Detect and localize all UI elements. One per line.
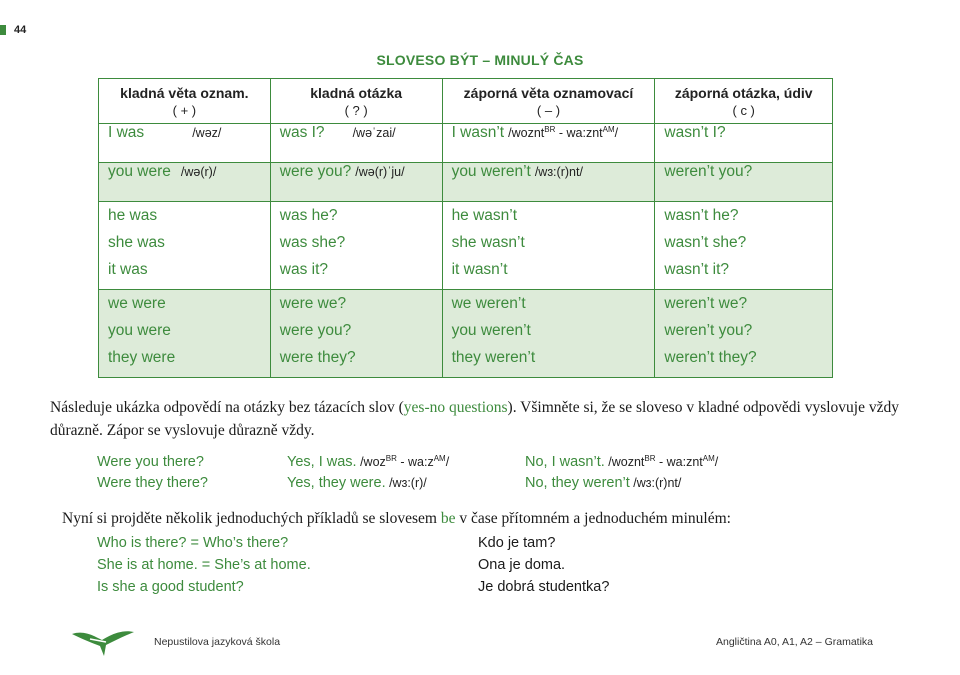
table-cell <box>270 202 442 290</box>
form-text: I wasn’t <box>451 124 505 141</box>
table-cell <box>655 202 833 290</box>
header-symbol: ( – ) <box>536 103 561 118</box>
form-text: they weren’t <box>451 349 536 366</box>
form-text: were you? <box>279 163 352 180</box>
table-row <box>99 202 833 290</box>
table-cell <box>442 163 655 202</box>
english-sentence: She is at home. = She’s at home. <box>97 557 311 573</box>
english-sentence: Who is there? = Who’s there? <box>97 535 289 551</box>
czech-translation: Kdo je tam? <box>478 535 556 551</box>
form-text: you weren’t <box>451 163 531 180</box>
header-negative <box>442 79 655 124</box>
table-header-row <box>99 79 833 124</box>
form-text: was he? <box>279 207 338 224</box>
form-text: weren’t you? <box>664 163 753 180</box>
form-text: it wasn’t <box>451 261 508 278</box>
form-text: I was <box>108 124 145 141</box>
example-yes-answer: Yes, they were. /wɜ:(r)/ <box>287 475 427 491</box>
form-text: she wasn’t <box>451 234 525 251</box>
table-cell <box>270 124 442 163</box>
pronunciation: /wɜ:(r)nt/ <box>534 165 583 179</box>
form-text: you were <box>108 163 171 180</box>
header-label: kladná věta oznam. <box>120 85 249 101</box>
form-text: was she? <box>279 234 346 251</box>
form-text: it was <box>108 261 148 278</box>
example-question: Were you there? <box>97 454 204 470</box>
table-cell <box>655 124 833 163</box>
explanation-paragraph: Následuje ukázka odpovědí na otázky bez tázacích slov (yes-no questions). Všimněte si, že se sloveso v kladné odpovědi vyslovuje vždy důrazně. Zápor se vyslovuje důrazně vždy. <box>50 399 899 439</box>
table-cell <box>99 124 271 163</box>
example-question: Were they there? <box>97 475 208 491</box>
table-cell <box>655 290 833 378</box>
form-text: she was <box>108 234 165 251</box>
form-text: weren’t you? <box>664 322 753 339</box>
form-text: wasn’t she? <box>664 234 747 251</box>
table-cell <box>99 202 271 290</box>
form-text: weren’t we? <box>664 295 748 312</box>
table-cell <box>442 202 655 290</box>
header-negative-question <box>655 79 833 124</box>
pronunciation: /woznt$^{BR}$ - wa:znt$^{AM}$/ <box>508 124 619 140</box>
table-row <box>99 163 833 202</box>
highlight-term: be <box>440 510 456 527</box>
header-symbol: ( + ) <box>172 103 197 118</box>
english-sentence: Is she a good student? <box>97 579 244 595</box>
table-cell <box>655 163 833 202</box>
example-no-answer: No, I wasn’t. /woznt$^{BR}$ - wa:znt$^{AM}$/ <box>525 454 719 471</box>
form-text: you weren’t <box>451 322 531 339</box>
pronunciation: /wə(r)/ <box>180 165 217 179</box>
footer-school: Nepustilova jazyková škola <box>154 636 281 648</box>
table-cell <box>99 163 271 202</box>
form-text: we were <box>108 295 166 312</box>
czech-translation: Je dobrá studentka? <box>478 579 610 595</box>
table-cell <box>99 290 271 378</box>
form-text: were we? <box>279 295 347 312</box>
header-symbol: ( ? ) <box>344 103 368 118</box>
conjugation-table <box>98 78 833 378</box>
table-cell <box>270 163 442 202</box>
school-logo <box>70 626 136 663</box>
pronunciation: /wəz/ <box>192 126 222 140</box>
page-title: SLOVESO BÝT – MINULÝ ČAS <box>376 52 584 68</box>
form-text: wasn’t I? <box>664 124 726 141</box>
form-text: wasn’t he? <box>664 207 739 224</box>
header-affirmative <box>99 79 271 124</box>
table-cell <box>442 290 655 378</box>
footer-book-title: Angličtina A0, A1, A2 – Gramatika <box>715 636 873 648</box>
form-text: was I? <box>279 124 325 141</box>
form-text: wasn’t it? <box>664 261 730 278</box>
highlight-term: yes-no questions <box>403 399 508 416</box>
form-text: we weren’t <box>451 295 526 312</box>
header-label: záporná otázka, údiv <box>674 85 813 101</box>
page-marker <box>0 25 6 35</box>
pronunciation: /wə(r)ˈju/ <box>355 165 405 179</box>
header-label: kladná otázka <box>310 85 403 101</box>
pronunciation: /wəˈzai/ <box>352 126 396 140</box>
form-text: they were <box>108 349 176 366</box>
table-row <box>99 290 833 378</box>
page-number: 44 <box>14 24 27 36</box>
form-text: he was <box>108 207 158 224</box>
header-symbol: ( c ) <box>732 103 755 118</box>
form-text: was it? <box>279 261 328 278</box>
instruction-paragraph: Nyní si projděte několik jednoduchých příkladů se slovesem be v čase přítomném a jednoduchém minulém: <box>62 510 731 527</box>
form-text: weren’t they? <box>664 349 757 366</box>
form-text: were you? <box>279 322 352 339</box>
form-text: you were <box>108 322 171 339</box>
example-yes-answer: Yes, I was. $/woz^{BR} - wa:z^{AM}/$ <box>287 454 450 471</box>
example-no-answer: No, they weren’t /wɜ:(r)nt/ <box>525 475 682 491</box>
form-text: he wasn’t <box>451 207 518 224</box>
table-cell <box>270 290 442 378</box>
czech-translation: Ona je doma. <box>478 557 566 573</box>
header-question <box>270 79 442 124</box>
table-cell <box>442 124 655 163</box>
table-row <box>99 124 833 163</box>
form-text: were they? <box>279 349 356 366</box>
header-label: záporná věta oznamovací <box>463 85 634 101</box>
